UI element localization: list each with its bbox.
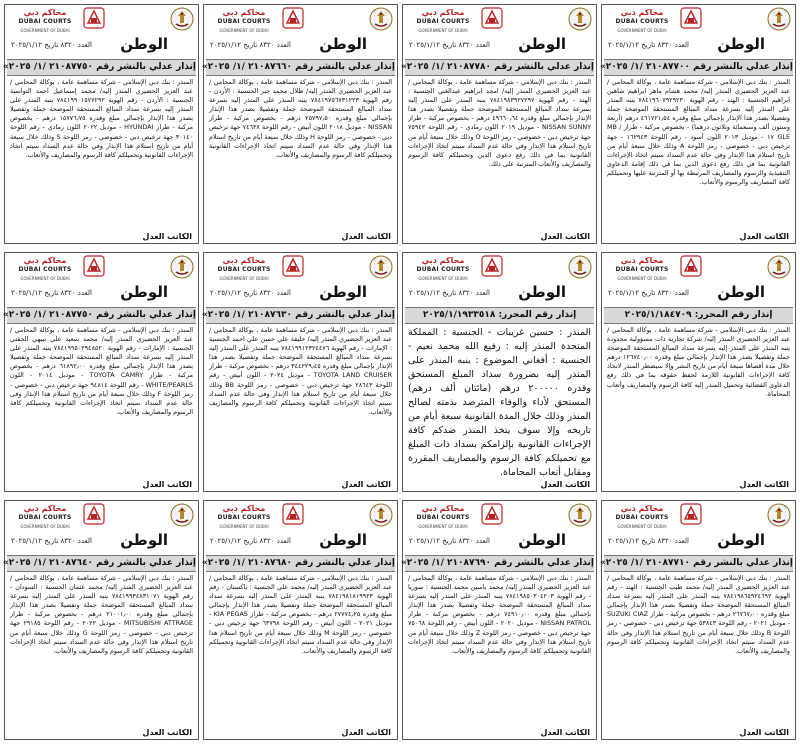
notice-body — [607, 574, 790, 725]
notice-title: إنذار رقم المحرر: ٢٠٢٥/١/١٨٤٧٠٩ — [604, 307, 793, 324]
notice-text: المنذر : بنك دبي الإسلامي - شركة مساهمة عامة ، بوكالة المحامي / عبد العزيز الحضيري المنذر إليه/ محمد ياسين محمد الجنسية : سوريا - رقم الهوية ٧٨٤١٩٨٥٠٣٠٤٢٠٣ ينبه المنذر على المنذر إليه بسرعة سداد المبالغ المستحقة الموضحة جملة وتفصيلا بصدر هذا الإنذار بإجمالي مبلغ وقدره ٧٤٩١٠٫٠٠ درهم - بخصوص مركبة - طراز NISSAN PATROL - موديل ٢٠٢٠ - اللون أبيض - رقم اللوحة ٧٥٠٦٨ جهة ترخيص دبي - خصوصي - رمز اللوحة Z وذلك خلال سبعة أيام من تاريخ استلام هذا الإنذار وفي حالة عدم السداد سيتم اتخاذ الإجراءات القانونية وتحميلكم كافة الرسوم والمصاريف والأتعاب. — [408, 574, 592, 655]
legal-notice-12 — [4, 500, 199, 740]
dubai-courts-logo-icon — [680, 7, 702, 29]
dubai-courts-logo: محاكم دبي DUBAI COURTS GOVERNMENT OF DUBAI — [18, 256, 72, 281]
notice-header — [5, 5, 198, 35]
notice-text: المنذر : بنك دبي الإسلامي - شركة مساهمة عامة ، بوكالة المحامي / عبد العزيز الحضيري المنذر إليه/ خليفة علي حسن علي احمد الجنسية : الإمارات - رقم الهوية ٧٨٤١٩٩١٢٣٢٤٤٧٦ ينبه المنذر على المنذر إليه بسرعة سداد المبالغ المستحقة الموضحة جملة وتفصيلا بصدر هذا الإنذار بإجمالي مبلغ وقدره ٣٤٤٢٢٩٫٤٥ درهم - بخصوص مركبة - طراز TOYOTA LAND CRUISER - موديل ٢٠٢٤ - اللون أبيض - رقم اللوحة ٢٨٦٤٣ جهة ترخيص دبي - خصوصي - رمز اللوحة BB وذلك خلال سبعة أيام من تاريخ استلام هذا الإنذار وفي حالة عدم السداد سيتم اتخاذ الإجراءات القانونية وتحميلكم كافة الرسوم والمصاريف والأتعاب. — [209, 326, 393, 416]
notice-body — [408, 78, 591, 229]
notice-header — [403, 253, 596, 283]
dubai-courts-logo: محاكم دبي DUBAI COURTS GOVERNMENT OF DUBAI — [615, 256, 669, 281]
notary-signature: الكاتب العدل — [540, 480, 590, 489]
notice-title: إنذار عدلي بالنشر رقم ٢١٠٨٧٦٤٠ /١/ ٢٠٢٥» — [7, 555, 196, 572]
dubai-courts-logo-icon — [680, 255, 702, 277]
dubai-crest-icon — [369, 503, 393, 527]
dubai-crest-icon — [767, 255, 791, 279]
notice-title: إنذار عدلي بالنشر رقم ٢١٠٨٧٦٩٠ /١/ ٢٠٢٥» — [405, 555, 594, 572]
notary-signature: الكاتب العدل — [142, 728, 192, 737]
issue-date: العدد ٨٣٢٠ تاريخ ٢٠٢٥/١/١٢ — [409, 41, 490, 49]
legal-notice-2 — [402, 4, 597, 244]
notary-signature: الكاتب العدل — [739, 728, 789, 737]
notary-signature: الكاتب العدل — [142, 480, 192, 489]
dubai-crest-icon — [170, 7, 194, 31]
issue-date: العدد ٨٣٢٠ تاريخ ٢٠٢٥/١/١٢ — [608, 537, 689, 545]
notice-text: المنذر : بنك دبي الإسلامي - شركة مساهمة عامة ، بوكالة المحامي / عبد العزيز الحضيري المنذر إليه/ شركة تجارية ذات مسؤولية محدودة ينبه المنذر على المنذر إليه بسرعة سداد المبالغ المستحقة الموضحة جملة وتفصيلا بصدر هذا الإنذار بإجمالي مبلغ وقدره ١٢٦٧٤٠٫٠٠ درهم خلال مدة أقصاها سبعة أيام من تاريخ النشر وإلا سيضطر المنذر لاتخاذ كافة الإجراءات القانونية اللازمة لحفظ حقوقه بما في ذلك رفع الدعاوى القضائية وتحميل المنذر إليه كافة الرسوم والمصاريف وأتعاب المحاماة. — [607, 326, 790, 398]
newspaper-name: الوطن — [717, 283, 765, 301]
dubai-courts-logo-icon — [83, 255, 105, 277]
dubai-courts-logo: محاكم دبي DUBAI COURTS GOVERNMENT OF DUBAI — [18, 8, 72, 33]
notice-title: إنذار عدلي بالنشر رقم ٢١٠٨٧٧١٠ /١/ ٢٠٢٥» — [604, 555, 793, 572]
legal-notice-5 — [601, 252, 796, 492]
legal-notice-9 — [601, 500, 796, 740]
notice-header — [403, 501, 596, 531]
legal-notice-3 — [203, 4, 398, 244]
newspaper-name: الوطن — [120, 531, 168, 549]
notice-text: المنذر : بنك دبي الإسلامي - شركة مساهمة عامة ، بوكالة المحامي / عبد العزيز الحضيري المنذر إليه/ محمد علي الجنسية : باكستان - رقم الهوية ٧٨٤١٩٨١٨١٩٩٢٣ ينبه المنذر على المنذر إليه بسرعة سداد المبالغ المستحقة الموضحة جملة وتفصيلا بصدر هذا الإنذار بإجمالي مبلغ وقدره ٢٧٧٧٤٫٢٥ درهم - بخصوص مركبة - طراز KIA PEGAS - موديل ٢٠٢١ - اللون أبيض - رقم اللوحة ٦٣٧٩٨ جهة ترخيص دبي - خصوصي - رمز اللوحة M وذلك خلال سبعة أيام من تاريخ استلام هذا الإنذار وفي حالة عدم السداد سيتم اتخاذ الإجراءات القانونية وتحميلكم كافة الرسوم والمصاريف والأتعاب. — [209, 574, 392, 655]
dubai-courts-logo: محاكم دبي DUBAI COURTS GOVERNMENT OF DUBAI — [615, 8, 669, 33]
dubai-crest-icon — [369, 255, 393, 279]
newspaper-name: الوطن — [120, 35, 168, 53]
issue-date: العدد ٨٣٢٠ تاريخ ٢٠٢٥/١/١٢ — [608, 289, 689, 297]
legal-notice-10 — [402, 500, 597, 740]
dubai-courts-logo-icon — [282, 503, 304, 525]
notice-text: المنذر : بنك دبي الإسلامي - شركة مساهمة عامة ، بوكالة المحامي / عبد العزيز الحضيري المنذر إليه/ محمد هشام ماهر ابراهيم شاهين ابراهيم الجنسية : الهند - رقم الهوية ٧٨٤١٩٦٠٧٩٢٩٢٣٠ ينبه المنذر على المنذر إليه بسرعة سداد المبالغ المستحقة الموضحة جملة وتفصيلا بصدر هذا الإنذار بإجمالي مبلغ وقدره ٤٦١٧٢١٫٥٤ درهم (أربعة وستون ألف وسبعمائة وثلاثون درهما) - بخصوص مركبة - طراز MB / GLE ١٧ - موديل ٢٠١٣ اللون أسود - رقم اللوحة ١٦٢٩٤٣ - جهة ترخيص دبي - خصوصي - رمز اللوحة A وذلك خلال سبعة أيام من تاريخ استلام هذا الإنذار وفي حالة عدم السداد سيتم اتخاذ الإجراءات القانونية بما في ذلك رفع دعوى الدين بما في ذلك إقامة الدعاوى التنفيذية والرسوم والمصاريف المرتبطة بها أو المترتبة عليها وتحميلكم كافة المصاريف والرسوم والأتعاب. — [607, 78, 791, 187]
notice-text: المنذر : بنك دبي الإسلامي - شركة مساهمة عامة ، بوكالة المحامي / عبد العزيز الحضيري المنذر إليه/ طلال محمد جبر الجنسية : الأردن - رقم الهوية ٧٨٤١٩٧٥٦٧٣١٢٢٣ ينبه المنذر على المنذر إليه بسرعة سداد المبالغ المستحقة الموضحة جملة وتفصيلا بصدر هذا الإنذار بإجمالي مبلغ وقدره ٢٥٧٩٧٫٥٠ درهم - بخصوص مركبة - طراز NISSAN - موديل ٢٠١٨ اللون أبيض - رقم اللوحة ٧٤٦٣٨ جهة ترخيص دبي - خصوصي - رمز اللوحة H وذلك خلال سبعة أيام من تاريخ استلام هذا الإنذار وفي حالة عدم السداد سيتم اتخاذ الإجراءات القانونية وتحميلكم كافة الرسوم والمصاريف والأتعاب. — [209, 78, 392, 159]
newspaper-name: الوطن — [518, 531, 566, 549]
notary-signature: الكاتب العدل — [739, 480, 789, 489]
newspaper-name: الوطن — [319, 283, 367, 301]
notice-header — [403, 5, 596, 35]
notice-header — [602, 253, 795, 283]
dubai-crest-icon — [568, 503, 592, 527]
dubai-courts-logo-icon — [83, 7, 105, 29]
dubai-courts-logo-icon — [481, 503, 503, 525]
dubai-courts-logo: محاكم دبي DUBAI COURTS GOVERNMENT OF DUBAI — [416, 504, 470, 529]
newspaper-name: الوطن — [518, 35, 566, 53]
notary-signature: الكاتب العدل — [341, 728, 391, 737]
notice-header — [602, 5, 795, 35]
notice-text: المنذر : بنك دبي الإسلامي - شركة مساهمة عامة ، بوكالة المحامي / عبد العزيز الحضيري المنذر إليه/ امجد ابراهيم عبدالغني الجنسية : الهند - رقم الهوية ٧٨٤١٩٨٣٩٢٧٢٩٧ ينبه المنذر على المنذر إليه بسرعة سداد المبالغ المستحقة الموضحة جملة وتفصيلا بصدر هذا الإنذار بإجمالي مبلغ وقدره ٤٩٦٦٠٫٦٤ درهم - بخصوص مركبة - طراز NISSAN SUNNY - موديل ٢٠١٩ اللون رمادي - رقم اللوحة ٧٥٩٤٢ جهة ترخيص دبي - خصوصي - رمز اللوحة O وذلك خلال سبعة أيام من تاريخ استلام هذا الإنذار وفي حالة عدم السداد سيتم اتخاذ الإجراءات القانونية بما في ذلك رفع دعوى الدين وتحميلكم كافة الرسوم والمصاريف والأتعاب المترتبة على ذلك. — [408, 78, 592, 168]
dubai-courts-logo: محاكم دبي DUBAI COURTS GOVERNMENT OF DUBAI — [18, 504, 72, 529]
dubai-crest-icon — [369, 7, 393, 31]
notice-text: المنذر : بنك دبي الإسلامي - شركة مساهمة عامة ، بوكالة المحامي / عبد العزيز الحضيري المنذر إليه/ محمد عثمان الجنسية : السودان - رقم الهوية ٧٨٤١٩٩٣٤٨٣١٠٧١ ينبه المنذر على المنذر إليه بسرعة سداد المبالغ المستحقة الموضحة جملة وتفصيلا بصدر هذا الإنذار بإجمالي مبلغ وقدره ٢١٠٠١٫٠٠ درهم - بخصوص مركبة - طراز MITSUBISHI ATTRAGE - موديل ٢٠٢٢ - رقم اللوحة ٢٩١٨٥ جهة ترخيص دبي - خصوصي - رمز اللوحة G وذلك خلال سبعة أيام من تاريخ استلام هذا الإنذار وفي حالة عدم السداد سيتم اتخاذ الإجراءات القانونية وتحميلكم كافة الرسوم والمصاريف والأتعاب. — [10, 574, 193, 655]
dubai-courts-logo: محاكم دبي DUBAI COURTS GOVERNMENT OF DUBAI — [416, 8, 470, 33]
notice-title: إنذار عدلي بالنشر رقم ٢١٠٨٧٦٨٠ /١/ ٢٠٢٥» — [206, 555, 395, 572]
newspaper-name: الوطن — [518, 283, 566, 301]
notice-text: المنذر : بنك دبي الإسلامي - شركة مساهمة عامة ، بوكالة المحامي / عبد العزيز الحضيري المنذر إليه/ محمد طيب الجنسية : الهند - رقم الهوية ٧٨٤١٩٨٦٥٩٢٤٦٩٢ ينبه المنذر على المنذر إليه بسرعة سداد المبالغ المستحقة الموضحة جملة وتفصيلا بصدر هذا الإنذار بإجمالي مبلغ وقدره ٢٦٧٦٧٫٠٠ درهم - بخصوص مركبة - طراز SUZUKI CIAZ - موديل ٢٠٢١ - رقم اللوحة ٥٣٨٤٣ جهة ترخيص دبي - خصوصي - رمز اللوحة B وذلك خلال سبعة أيام من تاريخ استلام هذا الإنذار وفي حالة عدم السداد سيتم اتخاذ الإجراءات القانونية وتحميلكم كافة الرسوم والمصاريف والأتعاب. — [607, 574, 791, 655]
dubai-courts-logo: محاكم دبي DUBAI COURTS GOVERNMENT OF DUBAI — [217, 256, 271, 281]
dubai-courts-logo: محاكم دبي DUBAI COURTS GOVERNMENT OF DUBAI — [217, 504, 271, 529]
newspaper-name: الوطن — [319, 35, 367, 53]
dubai-courts-logo: محاكم دبي DUBAI COURTS GOVERNMENT OF DUBAI — [217, 8, 271, 33]
notice-title: إنذار عدلي بالنشر رقم ٢١٠٨٧٧٥٠ /١/ ٢٠٢٥» — [7, 59, 196, 76]
notice-body — [607, 326, 790, 477]
notice-title: إنذار عدلي بالنشر رقم ٢١٠٨٧٦٣٠ /١/ ٢٠٢٥» — [206, 307, 395, 324]
legal-notice-1 — [601, 4, 796, 244]
notary-signature: الكاتب العدل — [540, 232, 590, 241]
notice-header — [204, 253, 397, 283]
notice-title: إنذار عدلي بالنشر رقم ٢١٠٨٧٧٠٠ /١/ ٢٠٢٥» — [604, 59, 793, 76]
notice-title: إنذار عدلي بالنشر رقم ٢١٠٨٧٧٥٠ /١/ ٢٠٢٥» — [7, 307, 196, 324]
dubai-crest-icon — [767, 7, 791, 31]
notice-title: إنذار عدلي بالنشر رقم ٢١٠٨٧٦٦٠ /١/ ٢٠٢٥» — [206, 59, 395, 76]
issue-date: العدد ٨٣٢٠ تاريخ ٢٠٢٥/١/١٢ — [210, 41, 291, 49]
issue-date: العدد ٨٣٢٠ تاريخ ٢٠٢٥/١/١٢ — [11, 289, 92, 297]
issue-date: العدد ٨٣٢٠ تاريخ ٢٠٢٥/١/١٢ — [11, 537, 92, 545]
dubai-courts-logo-icon — [83, 503, 105, 525]
notary-signature: الكاتب العدل — [739, 232, 789, 241]
legal-notice-4 — [4, 4, 199, 244]
notice-body — [408, 574, 591, 725]
issue-date: العدد ٨٣٢٠ تاريخ ٢٠٢٥/١/١٢ — [210, 289, 291, 297]
notice-header — [5, 253, 198, 283]
notice-title: إنذار عدلي بالنشر رقم ٢١٠٨٧٧٨٠ /١/ ٢٠٢٥» — [405, 59, 594, 76]
notice-body — [209, 78, 392, 229]
dubai-courts-logo-icon — [481, 7, 503, 29]
notice-body — [607, 78, 790, 229]
notice-text: المنذر : بنك دبي الإسلامي - شركة مساهمة عامة ، بوكالة المحامي / عبد العزيز الحضيري المنذر إليه/ محمد سعيد علي نبيهي الحفني الجنسية : الإمارات - رقم الهوية ٧٨٤١٩٩٥٠٢٩٤٨٥٢٠ ينبه المنذر على المنذر إليه بسرعة سداد المبالغ المستحقة الموضحة جملة وتفصيلا بصدر هذا الإنذار بإجمالي مبلغ وقدره ٦١٨٩٢٫٠٠ درهم - بخصوص مركبة - طراز TOYOTA CAMRY - موديل ٢٠١٤ - اللون WHITE/PEARLS - رقم اللوحة ٩٤٨١٤ جهة ترخيص دبي - خصوصي - رمز اللوحة F وذلك خلال سبعة أيام من تاريخ استلام هذا الإنذار وفي حالة عدم السداد سيتم اتخاذ الإجراءات القانونية وتحميلكم كافة الرسوم والمصاريف والأتعاب. — [10, 326, 194, 416]
dubai-courts-logo: محاكم دبي DUBAI COURTS GOVERNMENT OF DUBAI — [615, 504, 669, 529]
notice-header — [602, 501, 795, 531]
notice-text: المنذر : حسين غريبات - الجنسية : المملكة المتحدة المنذر إليه : رفيع الله محمد نعيم - الجنسية : أفغاني الموضوع : ينبه المنذر على المنذر إليه بضرورة سداد المبلغ المستحق وقدره ٢٠٠٠٠٠ درهم (مائتان ألف درهم) المستحق لأداء والوفاء المترصد بذمته لصالح المنذر وذلك خلال المدة القانونية سبعة أيام من تاريخه وإلا سوف يتخذ المنذر ضدكم كافة الإجراءات القانونية بإلزامكم بسداد ذات المبلغ مع تحميلكم كافة الرسوم والمصاريف المقررة ومقابل أتعاب المحاماة. — [408, 327, 592, 478]
newspaper-name: الوطن — [717, 35, 765, 53]
dubai-courts-logo-icon — [481, 255, 503, 277]
issue-date: العدد ٨٣٢٠ تاريخ ٢٠٢٥/١/١٢ — [608, 41, 689, 49]
notice-header — [5, 501, 198, 531]
notice-header — [204, 5, 397, 35]
notary-signature: الكاتب العدل — [341, 480, 391, 489]
legal-notice-11 — [203, 500, 398, 740]
notary-signature: الكاتب العدل — [142, 232, 192, 241]
legal-notice-8 — [4, 252, 199, 492]
notary-signature: الكاتب العدل — [540, 728, 590, 737]
dubai-courts-logo-icon — [282, 7, 304, 29]
issue-date: العدد ٨٣٢٠ تاريخ ٢٠٢٥/١/١٢ — [409, 537, 490, 545]
notice-body — [209, 574, 392, 725]
issue-date: العدد ٨٣٢٠ تاريخ ٢٠٢٥/١/١٢ — [11, 41, 92, 49]
dubai-crest-icon — [170, 255, 194, 279]
notice-title: إنذار رقم المحرر: ٢٠٢٥/١/١٩٣٣٥١٨ — [405, 307, 594, 324]
newspaper-name: الوطن — [717, 531, 765, 549]
notice-body — [408, 326, 591, 477]
dubai-crest-icon — [170, 503, 194, 527]
notice-body — [10, 574, 193, 725]
notice-body — [10, 78, 193, 229]
newspaper-name: الوطن — [120, 283, 168, 301]
notice-body — [10, 326, 193, 477]
dubai-courts-logo-icon — [680, 503, 702, 525]
legal-notice-7 — [203, 252, 398, 492]
dubai-crest-icon — [568, 7, 592, 31]
notice-header — [204, 501, 397, 531]
notice-text: المنذر : بنك دبي الإسلامي - شركة مساهمة عامة ، بوكالة المحامي / عبد العزيز الحضيري المنذر إليه/ محمد إسماعيل احمد التوانسة الجنسية : الأردن - رقم الهوية ٧٨٤١٩٩٠١٥٧٧٢٩٢ ينبه المنذر على المنذر إليه بسرعة سداد المبالغ المستحقة الموضحة جملة وتفصيلا بصدر هذا الإنذار بإجمالي مبلغ وقدره ١٥٧٧٦٫٧٥ درهم - بخصوص مركبة - طراز HYUNDAI - موديل ٢٠٢٢ اللون رمادي - رقم اللوحة ٣٠١٤٠ جهة ترخيص دبي - خصوصي - رمز اللوحة S وذلك خلال سبعة أيام من تاريخ استلام هذا الإنذار وفي حالة عدم السداد سيتم اتخاذ الإجراءات القانونية وتحميلكم كافة الرسوم والمصاريف والأتعاب. — [10, 78, 194, 159]
dubai-courts-logo-icon — [282, 255, 304, 277]
issue-date: العدد ٨٣٢٠ تاريخ ٢٠٢٥/١/١٢ — [409, 289, 490, 297]
issue-date: العدد ٨٣٢٠ تاريخ ٢٠٢٥/١/١٢ — [210, 537, 291, 545]
dubai-courts-logo: محاكم دبي DUBAI COURTS GOVERNMENT OF DUBAI — [416, 256, 470, 281]
legal-notice-6 — [402, 252, 597, 492]
newspaper-name: الوطن — [319, 531, 367, 549]
notice-body — [209, 326, 392, 477]
dubai-crest-icon — [767, 503, 791, 527]
notary-signature: الكاتب العدل — [341, 232, 391, 241]
dubai-crest-icon — [568, 255, 592, 279]
